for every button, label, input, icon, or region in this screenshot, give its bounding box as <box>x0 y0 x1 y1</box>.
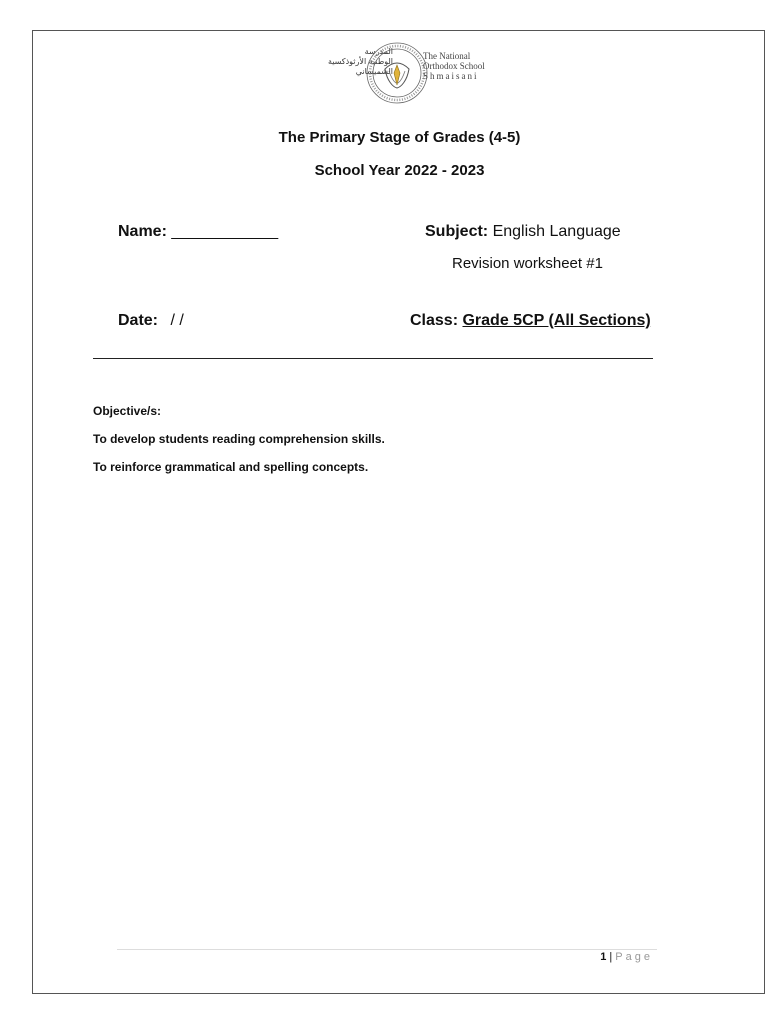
school-logo <box>283 39 543 111</box>
english-school-name <box>423 51 485 81</box>
subject-label: Subject: <box>425 223 489 240</box>
divider-line <box>93 358 653 359</box>
english-line: Shmaisani <box>423 71 479 81</box>
arabic-line: الوطنية الأرثوذكسية <box>327 57 393 66</box>
page-word: Page <box>615 951 653 963</box>
date-field <box>118 312 184 330</box>
class-label: Class: <box>410 312 459 329</box>
objective-item: To reinforce grammatical and spelling concepts. <box>93 460 369 474</box>
page-number: 1 <box>600 951 607 963</box>
objective-item: To develop students reading comprehension skills. <box>93 432 385 446</box>
school-seal-icon <box>365 41 429 105</box>
arabic-line: الشميساني <box>355 67 393 76</box>
english-line: Orthodox School <box>423 61 485 71</box>
arabic-line: المدرسة <box>364 47 393 56</box>
stage-title: The Primary Stage of Grades (4-5) <box>278 129 521 146</box>
objectives-heading: Objective/s: <box>93 404 162 418</box>
name-label: Name: <box>118 223 167 240</box>
date-label: Date: <box>118 312 159 329</box>
subject-field <box>425 223 621 241</box>
footer-separator: | <box>609 951 613 963</box>
document-page <box>32 30 765 994</box>
footer-divider <box>117 949 657 950</box>
subject-value: English Language <box>492 223 621 240</box>
class-value: Grade 5CP (All Sections) <box>462 312 651 329</box>
date-blank: / / <box>170 312 184 329</box>
name-field <box>118 223 278 241</box>
name-blank: ____________ <box>171 223 279 240</box>
english-line: The National <box>423 51 471 61</box>
worksheet-title: Revision worksheet #1 <box>452 255 603 272</box>
page-footer <box>583 951 653 963</box>
school-year: School Year 2022 - 2023 <box>314 162 485 179</box>
class-field <box>410 312 651 330</box>
